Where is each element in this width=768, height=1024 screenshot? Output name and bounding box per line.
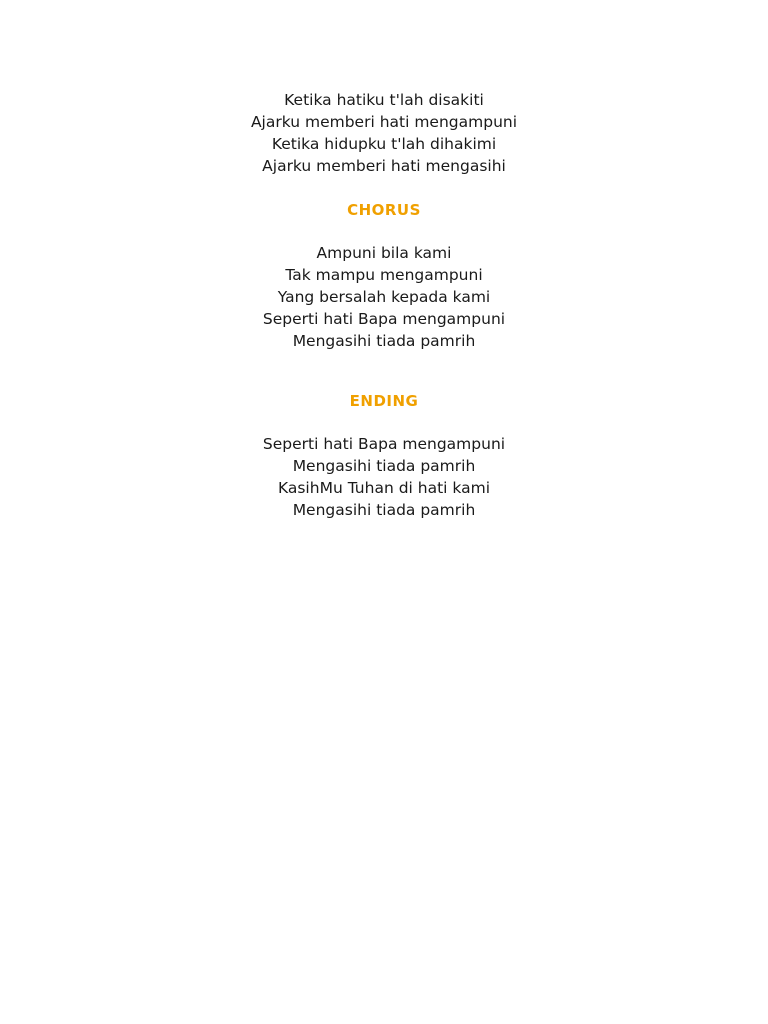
verse-section [0, 89, 768, 177]
chorus-line: Yang bersalah kepada kami [277, 288, 491, 306]
ending-section [0, 433, 768, 521]
chorus-line: Ampuni bila kami [316, 244, 452, 262]
chorus-section [0, 242, 768, 352]
chorus-line: Mengasihi tiada pamrih [292, 332, 476, 350]
verse-line: Ajarku memberi hati mengasihi [262, 157, 506, 175]
ending-line: Mengasihi tiada pamrih [292, 501, 476, 519]
chorus-heading: CHORUS [347, 201, 421, 219]
chorus-heading-block [0, 199, 768, 221]
ending-line: Seperti hati Bapa mengampuni [262, 435, 506, 453]
ending-heading-block [0, 390, 768, 412]
ending-heading: ENDING [349, 392, 419, 410]
verse-line: Ajarku memberi hati mengampuni [250, 113, 518, 131]
verse-line: Ketika hidupku t'lah dihakimi [271, 135, 497, 153]
chorus-line: Seperti hati Bapa mengampuni [262, 310, 506, 328]
verse-line: Ketika hatiku t'lah disakiti [284, 91, 484, 109]
ending-line: KasihMu Tuhan di hati kami [277, 479, 491, 497]
ending-line: Mengasihi tiada pamrih [292, 457, 476, 475]
chorus-line: Tak mampu mengampuni [285, 266, 483, 284]
